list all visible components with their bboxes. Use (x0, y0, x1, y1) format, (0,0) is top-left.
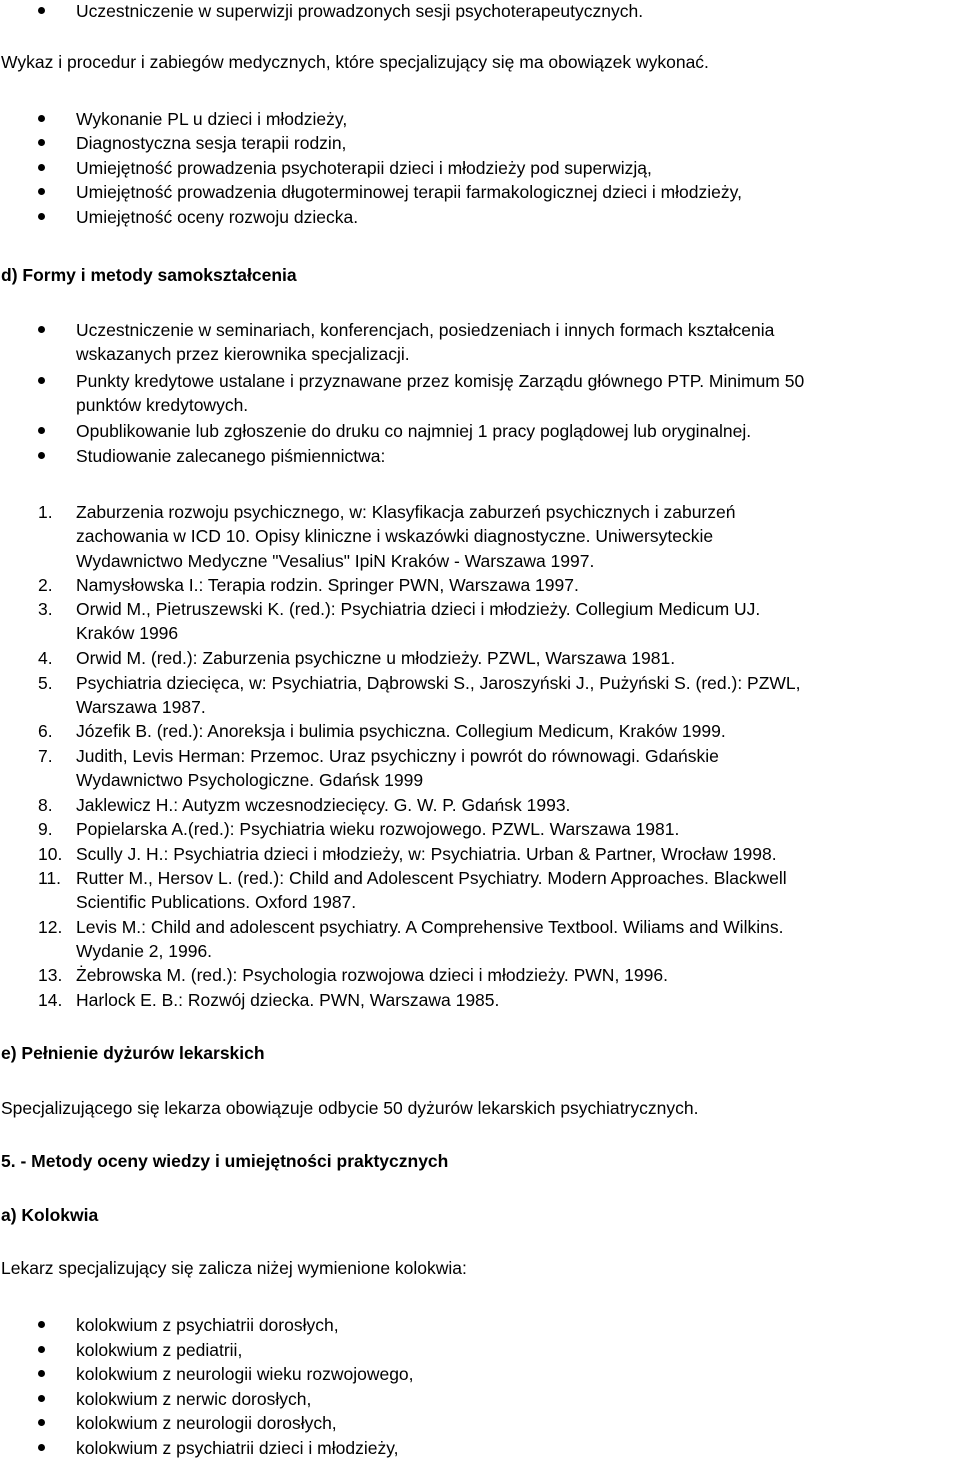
reference-number: 7. (38, 746, 53, 766)
list-item-text: Opublikowanie lub zgłoszenie do druku co najmniej 1 pracy poglądowej lub oryginalnej. (76, 421, 752, 441)
bullet-icon (38, 213, 45, 220)
bullet-icon (38, 164, 45, 171)
bullet-icon (38, 326, 45, 333)
section-heading: a) Kolokwia (1, 1205, 99, 1225)
reference-text: Psychiatria dziecięca, w: Psychiatria, Dąbrowski S., Jaroszyński J., Pużyński S. (red.): PZWL, (76, 673, 801, 693)
section-heading: 5. - Metody oceny wiedzy i umiejętności praktycznych (1, 1151, 449, 1171)
reference-text: Jaklewicz H.: Autyzm wczesnodziecięcy. G. W. P. Gdańsk 1993. (76, 795, 571, 815)
reference-text: Harlock E. B.: Rozwój dziecka. PWN, Warszawa 1985. (76, 990, 500, 1010)
reference-number: 6. (38, 721, 53, 741)
reference-number: 4. (38, 648, 53, 668)
paragraph: Lekarz specjalizujący się zalicza niżej wymienione kolokwia: (1, 1258, 467, 1278)
reference-number: 11. (38, 868, 62, 888)
reference-text: Namysłowska I.: Terapia rodzin. Springer PWN, Warszawa 1997. (76, 575, 579, 595)
list-item-text: Uczestniczenie w seminariach, konferencjach, posiedzeniach i innych formach kształcenia (76, 320, 775, 340)
list-item-text: Umiejętność prowadzenia długoterminowej terapii farmakologicznej dzieci i młodzieży, (76, 182, 742, 202)
reference-text: Levis M.: Child and adolescent psychiatry. A Comprehensive Textbool. Wiliams and Wilkins. (76, 917, 784, 937)
reference-text: Wydawnictwo Psychologiczne. Gdańsk 1999 (76, 770, 424, 790)
bullet-icon (38, 1395, 45, 1402)
list-item-text: kolokwium z nerwic dorosłych, (76, 1389, 312, 1409)
list-item-text: wskazanych przez kierownika specjalizacji. (76, 344, 410, 364)
procedures-intro: Wykaz i procedur i zabiegów medycznych, które specjalizujący się ma obowiązek wykonać. (1, 52, 709, 72)
reference-number: 12. (38, 917, 63, 937)
list-item-text: Diagnostyczna sesja terapii rodzin, (76, 133, 347, 153)
reference-number: 9. (38, 819, 53, 839)
bullet-icon (38, 1419, 45, 1426)
bullet-icon (38, 1346, 45, 1353)
reference-text: Orwid M. (red.): Zaburzenia psychiczne u młodzieży. PZWL, Warszawa 1981. (76, 648, 676, 668)
bullet-icon (38, 188, 45, 195)
list-item-text: kolokwium z psychiatrii dzieci i młodzieży, (76, 1438, 399, 1458)
reference-text: Józefik B. (red.): Anoreksja i bulimia psychiczna. Collegium Medicum, Kraków 1999. (76, 721, 726, 741)
reference-text: Zaburzenia rozwoju psychicznego, w: Klasyfikacja zaburzeń psychicznych i zaburzeń (76, 502, 736, 522)
bullet-icon (38, 1444, 45, 1451)
list-item-text: Wykonanie PL u dzieci i młodzieży, (76, 109, 348, 129)
reference-number: 14. (38, 990, 63, 1010)
list-item-text: Umiejętność oceny rozwoju dziecka. (76, 207, 359, 227)
reference-text: Wydawnictwo Medyczne "Vesalius" IpiN Kraków - Warszawa 1997. (76, 551, 595, 571)
section-heading: d) Formy i metody samokształcenia (1, 265, 297, 285)
list-item-text: punktów kredytowych. (76, 395, 249, 415)
reference-text: Warszawa 1987. (76, 697, 206, 717)
reference-text: Żebrowska M. (red.): Psychologia rozwojowa dzieci i młodzieży. PWN, 1996. (76, 965, 668, 985)
reference-number: 3. (38, 599, 53, 619)
bullet-icon (38, 115, 45, 122)
reference-number: 2. (38, 575, 53, 595)
list-item-text: Uczestniczenie w superwizji prowadzonych sesji psychoterapeutycznych. (76, 1, 644, 21)
section-heading: e) Pełnienie dyżurów lekarskich (1, 1043, 265, 1063)
bullet-icon (38, 452, 45, 459)
reference-number: 13. (38, 965, 63, 985)
list-item-text: Punkty kredytowe ustalane i przyznawane przez komisję Zarządu głównego PTP. Minimum 50 (76, 371, 805, 391)
reference-text: Orwid M., Pietruszewski K. (red.): Psychiatria dzieci i młodzieży. Collegium Medicum UJ. (76, 599, 761, 619)
reference-text: Popielarska A.(red.): Psychiatria wieku rozwojowego. PZWL. Warszawa 1981. (76, 819, 680, 839)
paragraph: Specjalizującego się lekarza obowiązuje odbycie 50 dyżurów lekarskich psychiatrycznych. (1, 1098, 699, 1118)
reference-number: 10. (38, 844, 63, 864)
list-item-text: kolokwium z pediatrii, (76, 1340, 243, 1360)
list-item-text: Umiejętność prowadzenia psychoterapii dzieci i młodzieży pod superwizją, (76, 158, 652, 178)
bullet-icon (38, 7, 45, 14)
reference-text: Judith, Levis Herman: Przemoc. Uraz psychiczny i powrót do równowagi. Gdańskie (76, 746, 719, 766)
reference-text: zachowania w ICD 10. Opisy kliniczne i wskazówki diagnostyczne. Uniwersyteckie (76, 526, 714, 546)
reference-number: 8. (38, 795, 53, 815)
bullet-icon (38, 1321, 45, 1328)
bullet-icon (38, 377, 45, 384)
list-item-text: Studiowanie zalecanego piśmiennictwa: (76, 446, 386, 466)
bullet-icon (38, 139, 45, 146)
reference-text: Scientific Publications. Oxford 1987. (76, 892, 357, 912)
reference-number: 1. (38, 502, 53, 522)
list-item-text: kolokwium z neurologii dorosłych, (76, 1413, 337, 1433)
reference-text: Rutter M., Hersov L. (red.): Child and Adolescent Psychiatry. Modern Approaches. Blackwell (76, 868, 787, 888)
reference-text: Kraków 1996 (76, 623, 179, 643)
reference-number: 5. (38, 673, 53, 693)
list-item-text: kolokwium z neurologii wieku rozwojowego, (76, 1364, 414, 1384)
list-item-text: kolokwium z psychiatrii dorosłych, (76, 1315, 339, 1335)
reference-text: Scully J. H.: Psychiatria dzieci i młodzieży, w: Psychiatria. Urban & Partner, Wrocław 1998. (76, 844, 777, 864)
reference-text: Wydanie 2, 1996. (76, 941, 213, 961)
bullet-icon (38, 1370, 45, 1377)
bullet-icon (38, 427, 45, 434)
